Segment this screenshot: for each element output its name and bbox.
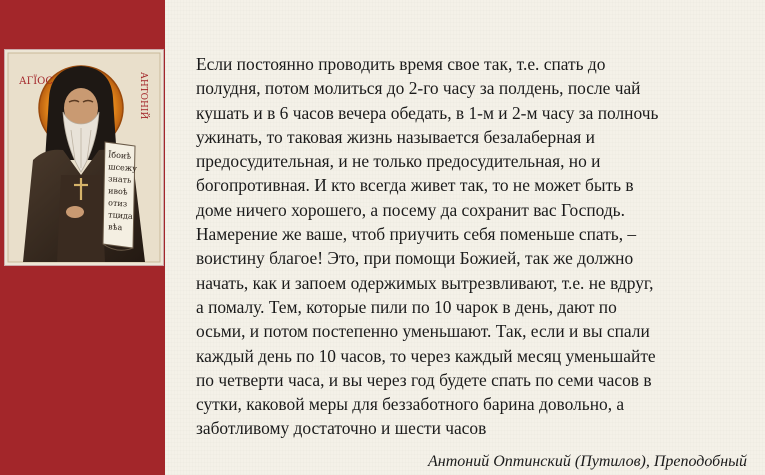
scroll-text-line: тцида [107, 210, 134, 221]
quote-line: ужинать, то таковая жизнь называется безалаберная и [196, 126, 595, 147]
scroll-text-line: вѣа [107, 222, 123, 233]
quote-line: начать, как и запоем одержимых вытрезвливают, т.е. не вдруг, [196, 272, 654, 293]
quote-attribution: Антоний Оптинский (Путилов), Преподобный [428, 453, 747, 470]
quote-text [196, 52, 741, 441]
quote-line: Намерение же ваше, чтоб приучить себя поменьше спать, – [196, 224, 637, 245]
scroll-text-line: ивоѣ [107, 186, 128, 197]
quote-line: кушать и в 6 часов вечера обедать, в 1-м и 2-м часу за полночь [196, 102, 659, 123]
icon-inscription-left: АГЇОС [19, 76, 53, 87]
quote-line: сутки, каковой меры для беззаботного барина довольно, а [196, 394, 625, 415]
scroll-text-line: знать [107, 174, 132, 185]
quote-line: богопротивная. И кто всегда живет так, то не может быть в [196, 175, 634, 196]
icon-inscription-right: АНТОНІЙ [138, 72, 148, 120]
quote-line: доме ничего хорошего, а посему да сохранит вас Господь. [196, 199, 625, 220]
quote-line: полудня, потом молиться до 2-го часу за полдень, после чай [196, 78, 641, 99]
scroll-text-line: шсежу [107, 162, 138, 174]
quote-line: а помалу. Тем, которые пили по 10 чарок в день, дают по [196, 296, 617, 317]
scroll-text-line: Їбоиѣ [107, 150, 132, 161]
quote-line: каждый день по 10 часов, то через каждый месяц уменьшайте [196, 345, 656, 366]
quote-line: Если постоянно проводить время свое так, т.е. спать до [196, 54, 606, 74]
saint-icon-image [5, 50, 163, 265]
quote-line: осьми, и потом постепенно уменьшают. Так, если и вы спали [196, 321, 650, 342]
quote-line: воистину благое! Это, при помощи Божией, так же должно [196, 248, 634, 269]
scroll-text-line: отиз [107, 198, 128, 209]
quote-line: по четверти часа, и вы через год будете спать по семи часов в [196, 369, 652, 390]
quote-line: предосудительная, и не только предосудительная, но и [196, 151, 601, 172]
quote-line: заботливому достаточно и шести часов [196, 418, 487, 439]
